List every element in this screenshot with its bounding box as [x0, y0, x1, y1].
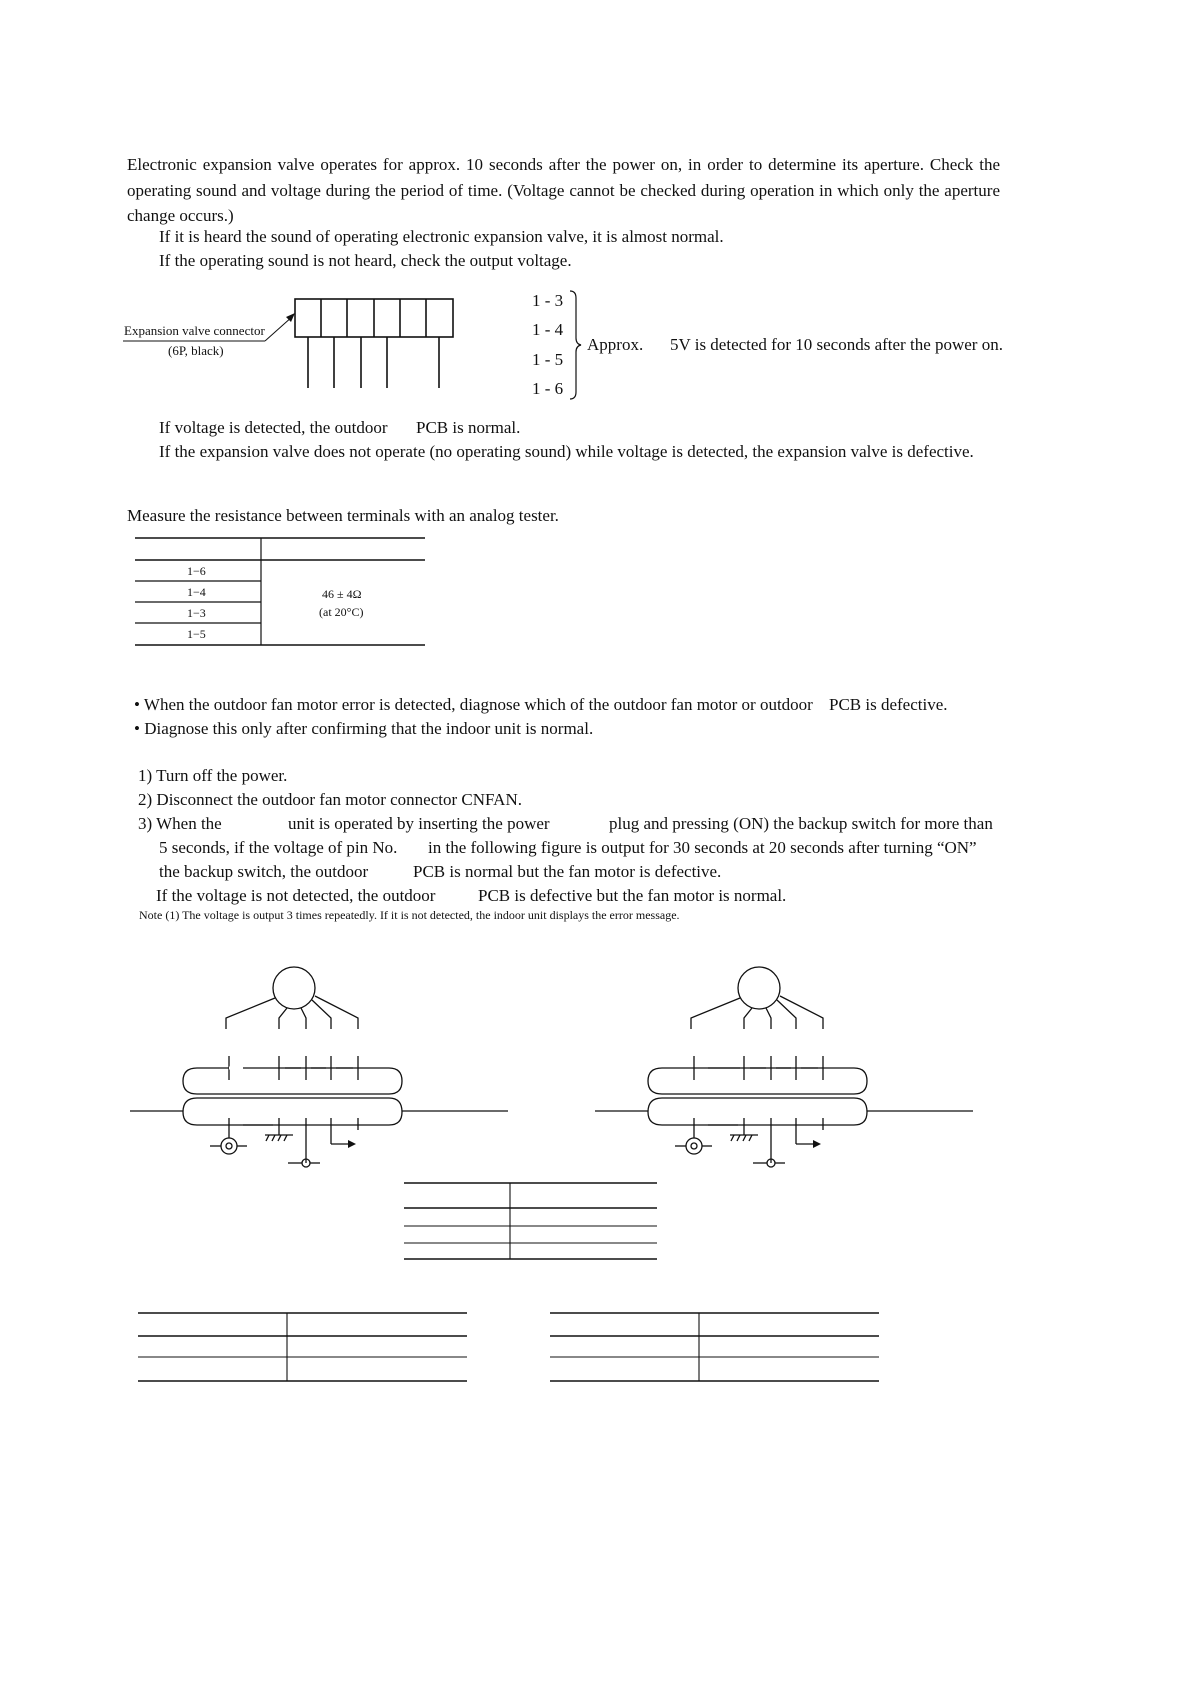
- intro-line-1: If it is heard the sound of operating electronic expansion valve, it is almost normal.: [159, 227, 724, 246]
- step-3a: 3) When the: [138, 814, 222, 833]
- step-3e: in the following figure is output for 30 seconds at 20 seconds after turning “ON”: [428, 838, 977, 857]
- intro-line-2: If the operating sound is not heard, check the output voltage.: [159, 251, 572, 270]
- pin-brace: [568, 290, 582, 400]
- bullet-1b: PCB is defective.: [829, 695, 948, 714]
- approx-label: Approx.: [587, 335, 644, 354]
- fan-motor-diagram-right: [590, 960, 980, 1175]
- pin-1-5: 1 - 5: [532, 350, 564, 369]
- step-3b: unit is operated by inserting the power: [288, 814, 550, 833]
- resistance-condition: (at 20°C): [319, 605, 364, 619]
- resistance-table-lines: [135, 535, 427, 650]
- step-4a: If the voltage is not detected, the outdoor: [156, 886, 436, 905]
- step-note: Note (1) The voltage is output 3 times repeatedly. If it is not detected, the indoor unit displays the error message.: [139, 908, 680, 922]
- resistance-row-3: 1−3: [187, 606, 206, 620]
- step-1: 1) Turn off the power.: [138, 766, 288, 785]
- intro-paragraph: Electronic expansion valve operates for approx. 10 seconds after the power on, in order to determine its aperture. Check the operating sound and voltage during the period of time. (Voltage cannot be checked during operation in which only the aperture change occurs.): [127, 155, 1000, 225]
- pin-1-3: 1 - 3: [532, 291, 564, 310]
- pin-1-4: 1 - 4: [532, 320, 564, 339]
- bottom-right-table: [549, 1310, 881, 1386]
- fan-motor-diagram-left: [125, 960, 515, 1175]
- step-3g: PCB is normal but the fan motor is defective.: [413, 862, 722, 881]
- step-4b: PCB is defective but the fan motor is normal.: [478, 886, 787, 905]
- result-line-1b: PCB is normal.: [416, 418, 521, 437]
- resistance-value: 46 ± 4Ω: [322, 587, 362, 601]
- middle-table: [403, 1180, 659, 1260]
- connector-label: Expansion valve connector: [124, 323, 265, 338]
- step-3c: plug and pressing (ON) the backup switch for more than: [609, 814, 993, 833]
- step-2: 2) Disconnect the outdoor fan motor connector CNFAN.: [138, 790, 522, 809]
- connector-sublabel: (6P, black): [168, 343, 224, 358]
- resistance-row-4: 1−5: [187, 627, 206, 641]
- resistance-row-1: 1−6: [187, 564, 206, 578]
- step-3f: the backup switch, the outdoor: [159, 862, 369, 881]
- bullet-2: • Diagnose this only after confirming that the indoor unit is normal.: [134, 719, 594, 738]
- detect-text: 5V is detected for 10 seconds after the power on.: [670, 335, 1003, 354]
- pin-1-6: 1 - 6: [532, 379, 564, 398]
- resistance-row-2: 1−4: [187, 585, 206, 599]
- step-3d: 5 seconds, if the voltage of pin No.: [159, 838, 398, 857]
- resistance-intro: Measure the resistance between terminals with an analog tester.: [127, 506, 559, 525]
- bottom-left-table: [137, 1310, 469, 1386]
- bullet-1a: • When the outdoor fan motor error is detected, diagnose which of the outdoor fan motor or outdoor: [134, 695, 813, 714]
- result-line-2: If the expansion valve does not operate (no operating sound) while voltage is detected, the expansion valve is defective.: [159, 442, 974, 461]
- result-line-1a: If voltage is detected, the outdoor: [159, 418, 388, 437]
